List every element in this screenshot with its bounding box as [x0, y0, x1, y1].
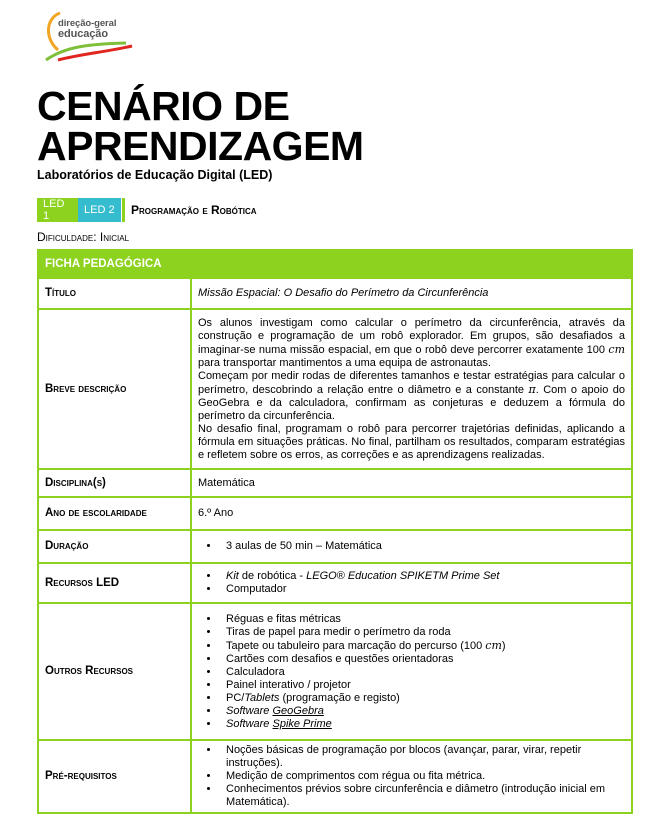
- descricao-value: [191, 309, 632, 469]
- list-item: • Software GeoGebra: [220, 705, 625, 718]
- table-row-titulo: [38, 278, 632, 309]
- descricao-paragraph-1: Os alunos investigam como calcular o perímetro da circunferência, através da construção e programação de um robô explorador. Em grupos, são desafiados a imaginar-se numa missão espacial, em que o robô deve percorrer exatamente 100 cm para transportar mantimentos a uma equipa de astronautas.: [198, 316, 625, 369]
- titulo-value: [191, 278, 632, 309]
- tag-led2: LED 2: [78, 198, 121, 222]
- dge-logo: [36, 8, 136, 63]
- difficulty-label: Dificuldade: Inicial: [37, 230, 130, 244]
- row-label: Disciplina(s): [38, 469, 191, 497]
- spike-prime-link[interactable]: Spike Prime: [272, 717, 332, 730]
- table-row-pre-requisitos: [38, 740, 632, 813]
- page-title-line2: APRENDIZAGEM: [37, 123, 364, 169]
- list-item: • Réguas e fitas métricas: [220, 613, 625, 626]
- logo-text-line1: direção-geral: [58, 18, 117, 29]
- page-title: [37, 83, 364, 169]
- tag-topic: Programação e Robótica: [131, 203, 257, 217]
- list-item: • Tiras de papel para medir o perímetro da roda: [220, 626, 625, 639]
- pre-requisitos-value: [191, 740, 632, 813]
- table-row-ano: [38, 497, 632, 530]
- row-label: Duração: [38, 530, 191, 563]
- ficha-heading: FICHA PEDAGÓGICA: [38, 250, 632, 278]
- list-item: • Tapete ou tabuleiro para marcação do percurso (100 cm): [220, 639, 625, 653]
- titulo-text: Missão Espacial: O Desafio do Perímetro da Circunferência: [198, 287, 489, 299]
- table-row-recursos-led: [38, 563, 632, 603]
- list-item: • Noções básicas de programação por blocos (avançar, parar, virar, repetir instruções).: [220, 744, 625, 770]
- table-row-outros-recursos: [38, 603, 632, 740]
- row-label: Pré-requisitos: [38, 740, 191, 813]
- row-label: Recursos LED: [38, 563, 191, 603]
- list-item: • Computador: [220, 583, 625, 596]
- logo-text-line2: educação: [58, 28, 108, 40]
- page-subtitle: Laboratórios de Educação Digital (LED): [37, 168, 273, 182]
- table-row-descricao: [38, 309, 632, 469]
- list-item: • Calculadora: [220, 666, 625, 679]
- page-title-line1: CENÁRIO DE: [37, 83, 290, 129]
- row-label: Breve descrição: [38, 309, 191, 469]
- recursos-led-value: [191, 563, 632, 603]
- table-row-disciplina: [38, 469, 632, 497]
- list-item: • Kit de robótica - LEGO® Education SPIKETM Prime Set: [220, 570, 625, 583]
- outros-recursos-value: [191, 603, 632, 740]
- list-item: • Software Spike Prime: [220, 718, 625, 731]
- descricao-paragraph-2: Começam por medir rodas de diferentes tamanhos e testar estratégias para calcular o perímetro, descobrindo a relação entre o diâmetro e a constante π. Com o apoio do GeoGebra e da calculadora, confirmam as conjeturas e deduzem a fórmula do perímetro da circunferência.: [198, 369, 625, 422]
- row-label: Ano de escolaridade: [38, 497, 191, 530]
- tag-led1: LED 1: [37, 198, 78, 222]
- list-item: • Painel interativo / projetor: [220, 679, 625, 692]
- table-row-duracao: [38, 530, 632, 563]
- list-item: • 3 aulas de 50 min – Matemática: [220, 540, 625, 553]
- list-item: • Cartões com desafios e questões orientadoras: [220, 653, 625, 666]
- duracao-value: [191, 530, 632, 563]
- descricao-paragraph-3: No desafio final, programam o robô para percorrer trajetórias definidas, aplicando a fórmula em situações práticas. No final, partilham os resultados, comparam estratégias e refletem sobre os erros, as correções e as aprendizagens realizadas.: [198, 422, 625, 461]
- list-item: • Medição de comprimentos com régua ou fita métrica.: [220, 770, 625, 783]
- disciplina-value: Matemática: [191, 469, 632, 497]
- list-item: • PC/Tablets (programação e registo): [220, 692, 625, 705]
- led-tags: [37, 198, 257, 222]
- ano-value: 6.º Ano: [191, 497, 632, 530]
- row-label: Título: [38, 278, 191, 309]
- geogebra-link[interactable]: GeoGebra: [272, 704, 324, 717]
- ficha-pedagogica-table: [37, 249, 633, 814]
- list-item: • Conhecimentos prévios sobre circunferência e diâmetro (introdução inicial em Matemática).: [220, 783, 625, 809]
- row-label: Outros Recursos: [38, 603, 191, 740]
